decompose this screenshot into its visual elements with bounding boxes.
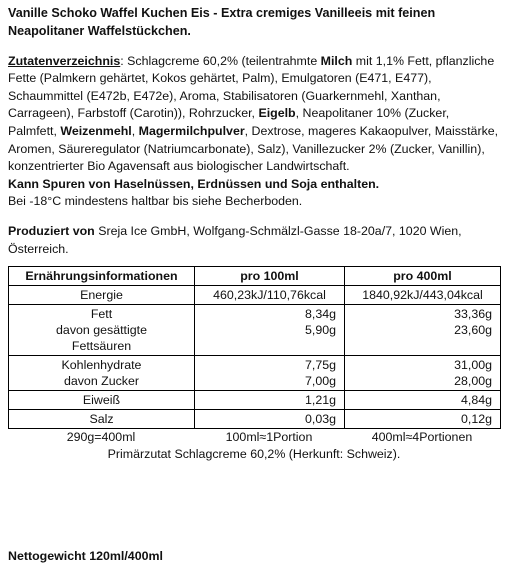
kohlenhydrate-400 (345, 356, 501, 391)
net-weight: Nettogewicht 120ml/400ml (8, 549, 163, 563)
label-zucker: davon Zucker (63, 374, 140, 389)
fett-400 (345, 305, 501, 356)
fett-100-value: 8,34g (304, 307, 336, 322)
product-title: Vanille Schoko Waffel Kuchen Eis - Extra cremiges Vanilleeis mit feinen Neapolitaner Waffelstückchen. (8, 6, 436, 38)
ingredients-text-2: mit 1,1% Fett, pflanzliche Fette (Palmkern gehärtet, Kokos gehärtet, Palm), Emulgatoren (E471, E477), Schaummittel (E472b, E472e), Aroma, Stabilisatoren (Guarkernmehl, Xanthan, Carrageen), Farbstoff (Carotin)), Rohrzucker, (8, 53, 495, 121)
kohlenhydrate-400-value: 31,00g (454, 358, 492, 373)
storage-notice: Bei -18°C mindestens haltbar bis siehe Becherboden. (8, 194, 303, 209)
label-gesaettigt-1: davon gesättigte (56, 323, 147, 338)
table-row (9, 391, 501, 410)
table-header-row (9, 267, 501, 286)
allergen-eigelb: Eigelb (258, 106, 296, 121)
salz-100: 0,03g (195, 410, 345, 429)
allergen-weizenmehl: Weizenmehl (60, 123, 132, 138)
portion-400: 400ml≈4Portionen (371, 430, 473, 445)
allergy-notice: Kann Spuren von Haselnüssen, Erdnüssen und Soja enthalten. (8, 176, 380, 191)
allergen-milch: Milch (320, 53, 353, 68)
header-per-400ml: pro 400ml (345, 267, 501, 286)
table-row (9, 356, 501, 391)
header-per-100ml: pro 100ml (195, 267, 345, 286)
primary-ingredient: Primärzutat Schlagcreme 60,2% (Herkunft: Schweiz). (107, 447, 401, 462)
row-label-eiweiss: Eiweiß (9, 391, 195, 410)
producer-text: Sreja Ice GmbH, Wolfgang-Schmälzl-Gasse 18-20a/7, 1020 Wien, Österreich. (8, 223, 462, 256)
ingredients-text-1: : Schlagcreme 60,2% (teilentrahmte (120, 53, 321, 68)
table-row (9, 410, 501, 429)
energie-100: 460,23kJ/110,76kcal (195, 286, 345, 305)
label-gesaettigt-2: Fettsäuren (71, 339, 132, 354)
nutrition-table (8, 266, 501, 429)
table-row (9, 286, 501, 305)
allergen-magermilchpulver: Magermilchpulver (138, 123, 245, 138)
producer-info (8, 223, 501, 258)
portion-100: 100ml≈1Portion (225, 430, 313, 445)
ingredients-text-4: , (131, 123, 139, 138)
eiweiss-100: 1,21g (195, 391, 345, 410)
salz-400: 0,12g (345, 410, 501, 429)
ingredients-paragraph (8, 53, 501, 176)
weight-volume: 290g=400ml (66, 430, 136, 445)
energie-400: 1840,92kJ/443,04kcal (345, 286, 501, 305)
row-label-fett (9, 305, 195, 356)
ingredients-text-5: , Dextrose, mageres Kakaopulver, Maisstärke, Aromen, Säureregulator (Natriumcarbonate), Salz), Vanillezucker 2% (Zucker, Vanillin), konzentrierter Bio Agavensaft aus biologischer Landwirtschaft. (8, 123, 499, 174)
kohlenhydrate-100 (195, 356, 345, 391)
ingredients-text-3: , Neapolitaner 10% (Zucker, Palmfett, (8, 106, 450, 138)
ingredients-label: Zutatenverzeichnis (8, 53, 121, 68)
header-nutrition: Ernährungsinformationen (9, 267, 195, 286)
zucker-100-value: 7,00g (304, 374, 336, 389)
fett-100 (195, 305, 345, 356)
table-row (9, 305, 501, 356)
label-fett: Fett (90, 307, 113, 322)
row-label-kohlenhydrate (9, 356, 195, 391)
fett-400-value: 33,36g (454, 307, 492, 322)
producer-label: Produziert von (8, 223, 95, 238)
gesaettigt-100-value: 5,90g (304, 323, 336, 338)
row-label-energie: Energie (9, 286, 195, 305)
gesaettigt-400-value: 23,60g (454, 323, 492, 338)
eiweiss-400: 4,84g (345, 391, 501, 410)
row-label-salz: Salz (9, 410, 195, 429)
zucker-400-value: 28,00g (454, 374, 492, 389)
kohlenhydrate-100-value: 7,75g (304, 358, 336, 373)
portion-info (8, 429, 500, 446)
label-kohlenhydrate: Kohlenhydrate (61, 358, 142, 373)
